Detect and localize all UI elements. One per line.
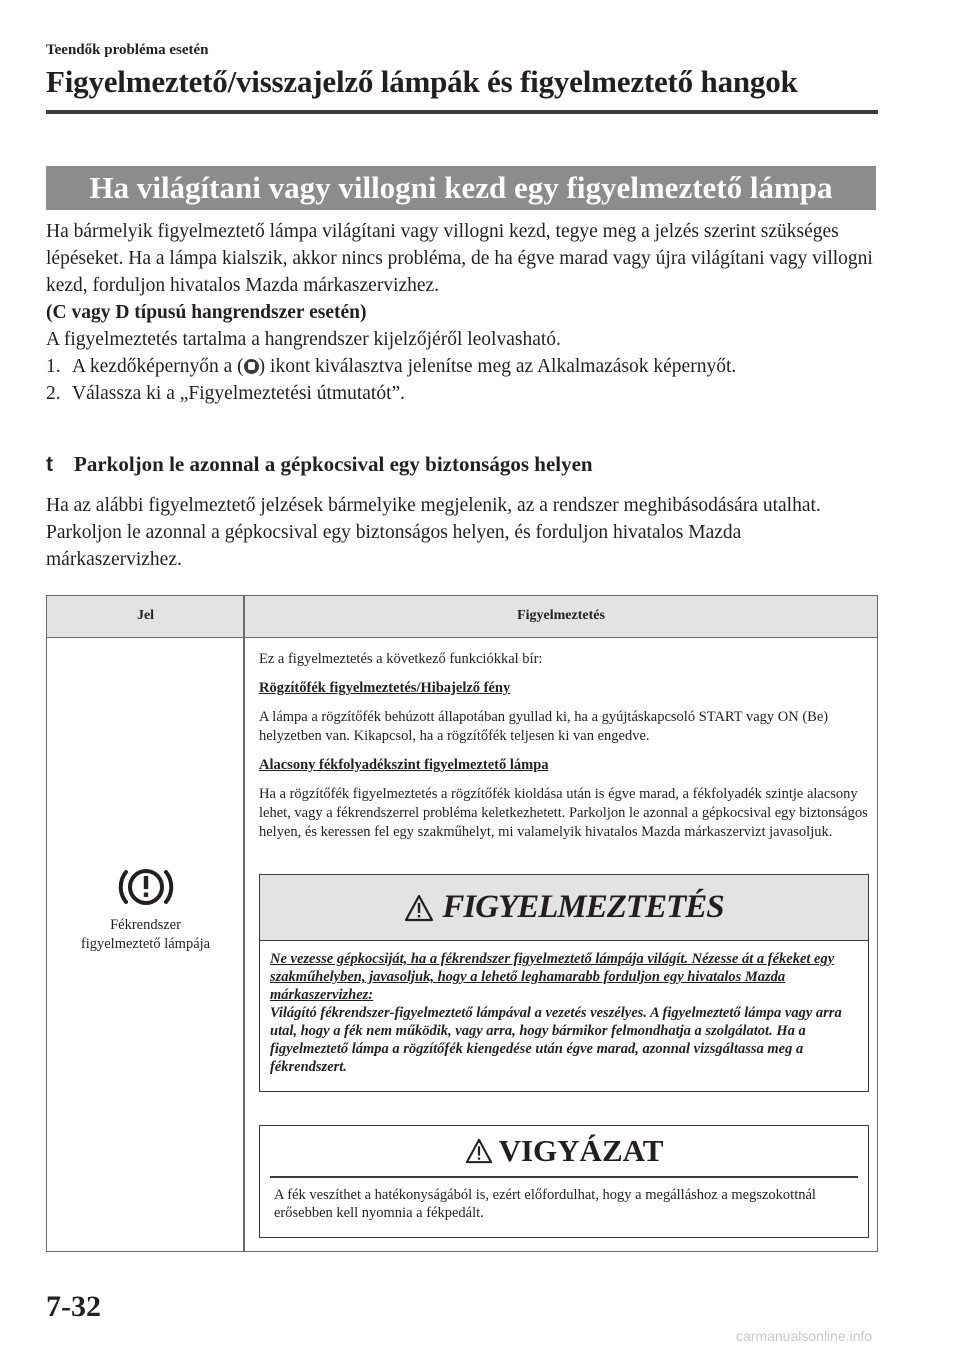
column-header-warning: Figyelmeztetés: [517, 608, 605, 623]
caution-body-text: A fék veszíthet a hatékonyságából is, ezért előfordulhat, hogy a megálláshoz a megszokottnál erősebben kell nyomnia a fékpedált.: [274, 1186, 816, 1221]
table-header: [47, 596, 877, 638]
step-number: 1.: [46, 356, 61, 377]
caution-triangle-icon: [465, 1138, 493, 1164]
step-number: 2.: [46, 383, 61, 404]
step-text: [72, 353, 736, 380]
intro-line: A figyelmeztetés tartalma a hangrendszer kijelzőjéről leolvasható.: [46, 329, 561, 350]
step-text: Válassza ki a „Figyelmeztetési útmutatót”.: [72, 383, 406, 404]
warning-table: [46, 595, 878, 1252]
intro-block: [46, 218, 880, 407]
brake-fluid-text: Ha a rögzítőfék figyelmeztetés a rögzítőfék kioldása után is égve marad, a fékfolyadék szintje alacsony lehet, vagy a fékrendszerrel probléma keletkezhetett. Parkoljon le azonnal a gépkocsival egy biztonságos helyen, és keressen fel egy szakműhelyt, mi valamelyik hivatalos Mazda márkaszervizt javasoljuk.: [259, 786, 868, 840]
parking-brake-text: A lámpa a rögzítőfék behúzott állapotában gyullad ki, ha a gyújtáskapcsoló START vagy ON (Be) helyzetben van. Kikapcsol, ha a rögzítőfék teljesen ki van engedve.: [259, 709, 829, 744]
warning-box-header: [260, 875, 868, 941]
symbol-cell: [47, 864, 244, 954]
subheading-text: Parkoljon le azonnal a gépkocsival egy biztonságos helyen: [74, 452, 593, 476]
section-label: Teendők probléma esetén: [46, 42, 209, 58]
step-list: [46, 353, 880, 407]
symbol-label-line-1: Fékrendszer: [110, 917, 181, 933]
brake-fluid-heading: Alacsony fékfolyadékszint figyelmeztető lámpa: [259, 757, 549, 773]
subheading: [46, 452, 593, 477]
warning-body-text: Világító fékrendszer-figyelmeztető lámpával a vezetés veszélyes. A figyelmeztető lámpa vagy arra utal, hogy a fék nem működik, vagy arra, hogy bármikor felmondhatja a szolgálatot. Ha a figyelmeztető lámpa a rögzítőfék kiengedése után égve marad, azonnal vizsgáltassa meg a fékrendszert.: [270, 1005, 842, 1075]
warning-box-body: [260, 941, 868, 1076]
step-item: [46, 380, 880, 407]
intro-bold-line: (C vagy D típusú hangrendszer esetén): [46, 302, 367, 323]
brake-warning-icon: [115, 864, 177, 910]
parking-brake-heading: Rögzítőfék figyelmeztetés/Hibajelző fény: [259, 680, 511, 696]
warning-triangle-icon: [404, 894, 434, 922]
caution-box: [259, 1125, 869, 1238]
sub-paragraph: Ha az alábbi figyelmeztető jelzések bármelyike megjelenik, az a rendszer meghibásodására utalhat. Parkoljon le azonnal a gépkocsival egy biztonságos helyen, és forduljon hivatalos Mazda márkaszervizhez.: [46, 495, 821, 570]
column-header-symbol: Jel: [136, 608, 155, 623]
caution-box-title: VIGYÁZAT: [498, 1133, 664, 1168]
symbol-label-line-2: figyelmeztető lámpája: [80, 936, 211, 952]
warning-description: [259, 650, 869, 852]
page-number: 7-32: [46, 1290, 101, 1323]
caution-box-header: [260, 1126, 868, 1176]
description-intro: Ez a figyelmeztetés a következő funkciókkal bír:: [259, 651, 543, 667]
warning-underlined-text: Ne vezesse gépkocsiját, ha a fékrendszer figyelmeztető lámpája világít. Nézesse át a fékeket egy szakműhelyben, javasoljuk, hogy a lehető leghamarabb forduljon egy hivatalos Mazda márkaszervizhez:: [270, 951, 835, 1003]
step-item: [46, 353, 880, 380]
warning-box-title: FIGYELMEZTETÉS: [442, 889, 724, 925]
apps-icon: [244, 359, 259, 374]
step-text-after: ) ikont kiválasztva jelenítse meg az Alkalmazások képernyőt.: [258, 356, 737, 377]
intro-paragraph: Ha bármelyik figyelmeztető lámpa világítani vagy villogni kezd, tegye meg a jelzés szerint szükséges lépéseket. Ha a lámpa kialszik, akkor nincs probléma, de ha égve marad vagy újra világítani vagy villogni kezd, forduljon hivatalos Mazda márkaszervizhez.: [46, 221, 873, 296]
page-title: Figyelmeztető/visszajelző lámpák és figyelmeztető hangok: [46, 64, 798, 99]
section-banner: Ha világítani vagy villogni kezd egy figyelmeztető lámpa: [46, 166, 876, 210]
subheading-bullet: t: [46, 452, 53, 476]
title-rule: [46, 110, 878, 114]
step-text-before: A kezdőképernyőn a (: [72, 356, 244, 377]
warning-box: [259, 874, 869, 1092]
watermark: carmanualsonline.info: [736, 1328, 873, 1344]
